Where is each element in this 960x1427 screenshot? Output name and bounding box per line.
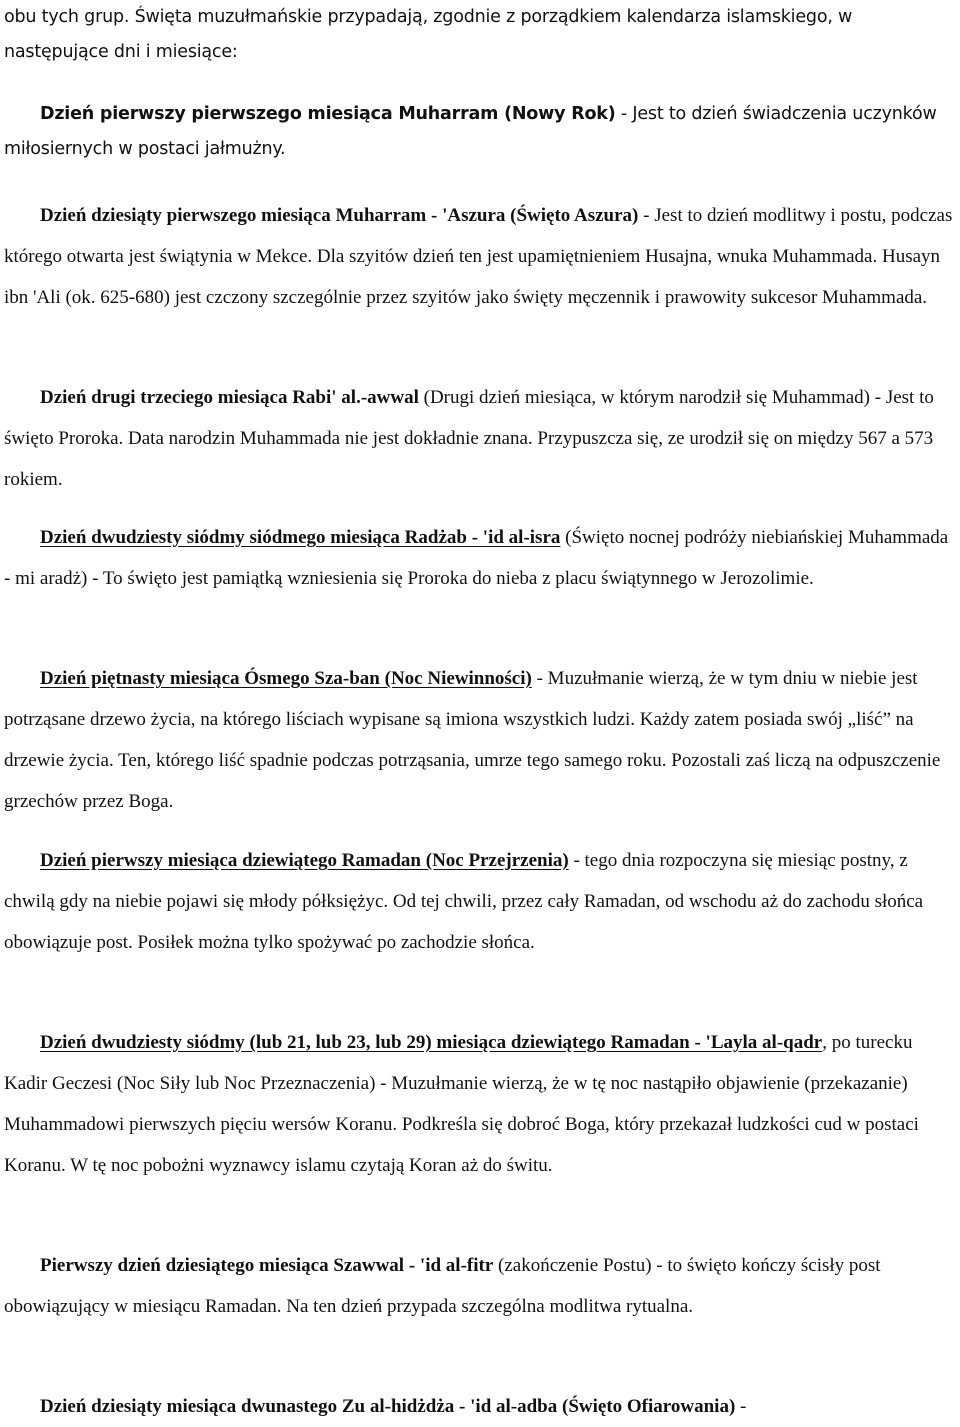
holiday-text: - Jest to dzień modlitwy i postu, podczas którego otwarta jest świątynia w Mekce. Dla szyitów dzień ten jest upamiętnieniem Husajna, wnuka Muhammada. Husayn ibn 'Ali (ok. 625-680) jest czczony szczególnie przez szyitów jako święty męczennik i prawowity sukcesor Muhammada. [4,205,953,308]
holiday-heading: Dzień drugi trzeciego miesiąca Rabi' al.-awwal [40,387,419,408]
intro-text: obu tych grup. Święta muzułmańskie przypadają, zgodnie z porządkiem kalendarza islamskiego, w następujące dni i miesiące: [4,7,853,62]
holiday-paragraph-id-al-adba [4,1386,956,1427]
intro-paragraph [4,0,956,70]
holiday-text: - tego dnia rozpoczyna się miesiąc postny, z chwilą gdy na niebie pojawi się młody półksiężyc. Od tej chwili, przez cały Ramadan, od wschodu aż do zachodu słońca obowiązuje post. Posiłek można tylko spożywać po zachodzie słońca. [4,850,924,953]
holiday-text: , po turecku Kadir Geczesi (Noc Siły lub Noc Przeznaczenia) - Muzułmanie wierzą, że w tę noc nastąpiło objawienie (przekazanie) Muhammadowi pierwszych pięciu wersów Koranu. Podkreśla się dobroć Boga, który przekazał ludzkości cud w postaci Koranu. W tę noc pobożni wyznawcy islamu czytają Koran aż do świtu. [4,1032,919,1176]
holiday-text: (Święto nocnej podróży niebiańskiej Muhammada - mi aradż) - To święto jest pamiątką wzniesienia się Proroka do nieba z placu świątynnego w Jerozolimie. [4,527,949,589]
holiday-text: - Muzułmanie wierzą, że w tym dniu w niebie jest potrząsane drzewo życia, na którego liściach wypisane są imiona wszystkich ludzi. Każdy zatem posiada swój „liść” na drzewie życia. Ten, którego liść spadnie podczas potrząsania, umrze tego samego roku. Pozostali zaś liczą na odpuszczenie grzechów przez Boga. [4,668,941,812]
holiday-paragraph-aszura [4,195,956,318]
holiday-heading: Dzień pierwszy pierwszego miesiąca Muharram (Nowy Rok) [40,104,616,124]
holiday-paragraph-radzab [4,517,956,599]
holiday-paragraph-rabi [4,377,956,500]
holiday-heading: Dzień piętnasty miesiąca Ósmego Sza-ban (Noc Niewinności) [40,668,532,689]
holiday-heading: Dzień pierwszy miesiąca dziewiątego Ramadan (Noc Przejrzenia) [40,850,569,871]
holiday-heading: Pierwszy dzień dziesiątego miesiąca Szawwal - 'id al-fitr [40,1255,494,1276]
holiday-text: - [735,1396,747,1417]
holiday-heading: Dzień dwudziesty siódmy siódmego miesiąca Radżab - 'id al-isra [40,527,561,548]
holiday-heading: Dzień dwudziesty siódmy (lub 21, lub 23, lub 29) miesiąca dziewiątego Ramadan - 'Layla al-qadr [40,1032,823,1053]
holiday-paragraph-id-al-fitr [4,1245,956,1327]
holiday-text: - Jest to dzień świadczenia uczynków miłosiernych w postaci jałmużny. [4,104,937,159]
holiday-heading: Dzień dziesiąty pierwszego miesiąca Muharram - 'Aszura (Święto Aszura) [40,205,639,226]
holiday-text: (zakończenie Postu) - to święto kończy ścisły post obowiązujący w miesiącu Ramadan. Na ten dzień przypada szczególna modlitwa rytualna. [4,1255,881,1317]
holiday-paragraph-szaban [4,658,956,822]
holiday-paragraph-layla-al-qadr [4,1022,956,1186]
holiday-paragraph-muharram-1 [4,97,956,167]
holiday-text: (Drugi dzień miesiąca, w którym narodził się Muhammad) - Jest to święto Proroka. Data narodzin Muhammada nie jest dokładnie znana. Przypuszcza się, ze urodził się on między 567 a 573 rokiem. [4,387,934,490]
holiday-paragraph-ramadan-1 [4,840,956,963]
holiday-heading: Dzień dziesiąty miesiąca dwunastego Zu al-hidżdża - 'id al-adba (Święto Ofiarowania) [40,1396,736,1417]
